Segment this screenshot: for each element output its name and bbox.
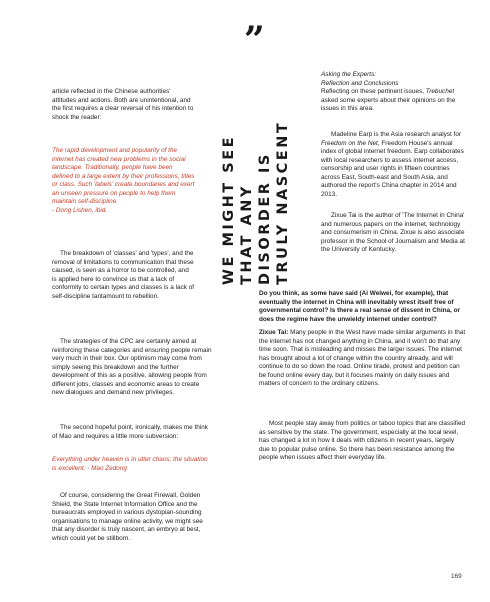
intro-text-start: Reflecting on these pertinent issues, (321, 88, 426, 95)
left-paragraph-3: The strategies of the CPC are certainly aimed at reinforcing these categories and ensuring people remain very much in their box. Our optimism may come from simply seeing this breakdown and the further development of this as a positive, allowing people from different jobs, classes and economic areas to create new dialogues and demand new privileges. (52, 338, 212, 397)
section-heading-line-2: Reflection and Conclusions (321, 79, 399, 87)
quotation-mark-glyph: ” (244, 19, 265, 61)
left-paragraph-5: Of course, considering the Great Firewall, Golden Shield, the State Internet Information Office and the bureaucrats employed in various dystopian-sounding organisations to manage online activity, we might see that any disorder is truly nascent, an embryo at best, which could yet be stillborn. (52, 492, 203, 542)
bio-madeline-earp (321, 131, 466, 199)
mao-zedong-quote: Everything under heaven is in utter chaos; the situation is excellent. - Mao Zedong (52, 456, 208, 472)
bio-zixue-tai: Zixue Tai is the author of 'The Internet in China' and numerous papers on the internet, technology and consumerism in China. Zixue is also associate professor in the School of Journalism and Media at the University of Kentucky. (321, 212, 465, 254)
rotated-pull-quote: WE MIGHT SEE THAT ANY DISORDER IS TRULY NASCENT (221, 120, 291, 285)
left-paragraph-2: The breakdown of 'classes' and 'types', and the removal of limitations to communication that these caused, is seen as a horror to be controlled, and is applied here to convince us that a lack of conformity to certain types and classes is a lack of self-discipline tantamount to rebellion. (52, 250, 195, 300)
intro-text-end: asked some experts about their opinions on the issues in this area. (321, 96, 456, 113)
intro-paragraph (321, 88, 466, 114)
answer-speaker-label: Zixue Tai: (259, 329, 289, 336)
section-heading (321, 71, 466, 88)
intro-publication-name: Trebuchet (425, 88, 455, 95)
section-heading-line-1: Asking the Experts: (321, 71, 377, 78)
right-final-paragraph: Most people stay away from politics or taboo topics that are classified as sensitive by the state. The government, especially at the local level, has changed a lot in how it deals with citizens in recent years, largely due to popular pulse online. So there has been resistance among the people when issues affect their everyday life. (259, 420, 466, 462)
page-number: 169 (451, 573, 462, 580)
bio1-report-name: Freedom on the Net (321, 139, 378, 147)
bio1-text-end: , Freedom House's annual index of global internet freedom. Earp collaborates with local researchers to assess internet access, censorship and user rights in fifteen countries across East, South-east and South Asia, and authored the report's China chapter in 2014 and 2013. (321, 139, 464, 198)
interview-question: Do you think, as some have said (Ai Weiwei, for example), that eventually the internet in China will inevitably wrest itself free of governmental control? Is there a real sense of dissent in China, or does the regime have the unwieldy internet under control? (259, 290, 460, 323)
bio1-text-start: Madeline Earp is the Asia research analyst for (331, 131, 462, 138)
citation-attribution: - Dong Lishen, ibid. (52, 206, 108, 214)
citation-text: The rapid development and popularity of the internet has created new problems in the social landscape. Traditionally, people have been defined to a large extent by their professions, titles or class. Such 'labels' create boundaries and exert an unseen pressure on people to help them maintain self-discipline. (52, 147, 195, 206)
left-paragraph-1: article reflected in the Chinese authorities' attitudes and actions. Both are unintentional, and the first requires a clear reversal of his intention to shock the reader: (52, 88, 194, 121)
left-paragraph-4: The second hopeful point, ironically, makes me think of Mao and requires a little more subversion: (52, 424, 209, 440)
answer-text: Many people in the West have made similar arguments in that the internet has not changed anything in China, and it won't do that any time soon. That is misleading and misses the larger issues. The internet has brought about a lot of change within the country already, and will continue to do so down the road. Online tirade, protest and petition can be found online every day, but it focuses mainly on daily issues and matters of concern to the ordinary citizens. (259, 329, 466, 388)
interview-answer (259, 329, 466, 389)
pull-citation-dong-lishen (52, 147, 195, 215)
